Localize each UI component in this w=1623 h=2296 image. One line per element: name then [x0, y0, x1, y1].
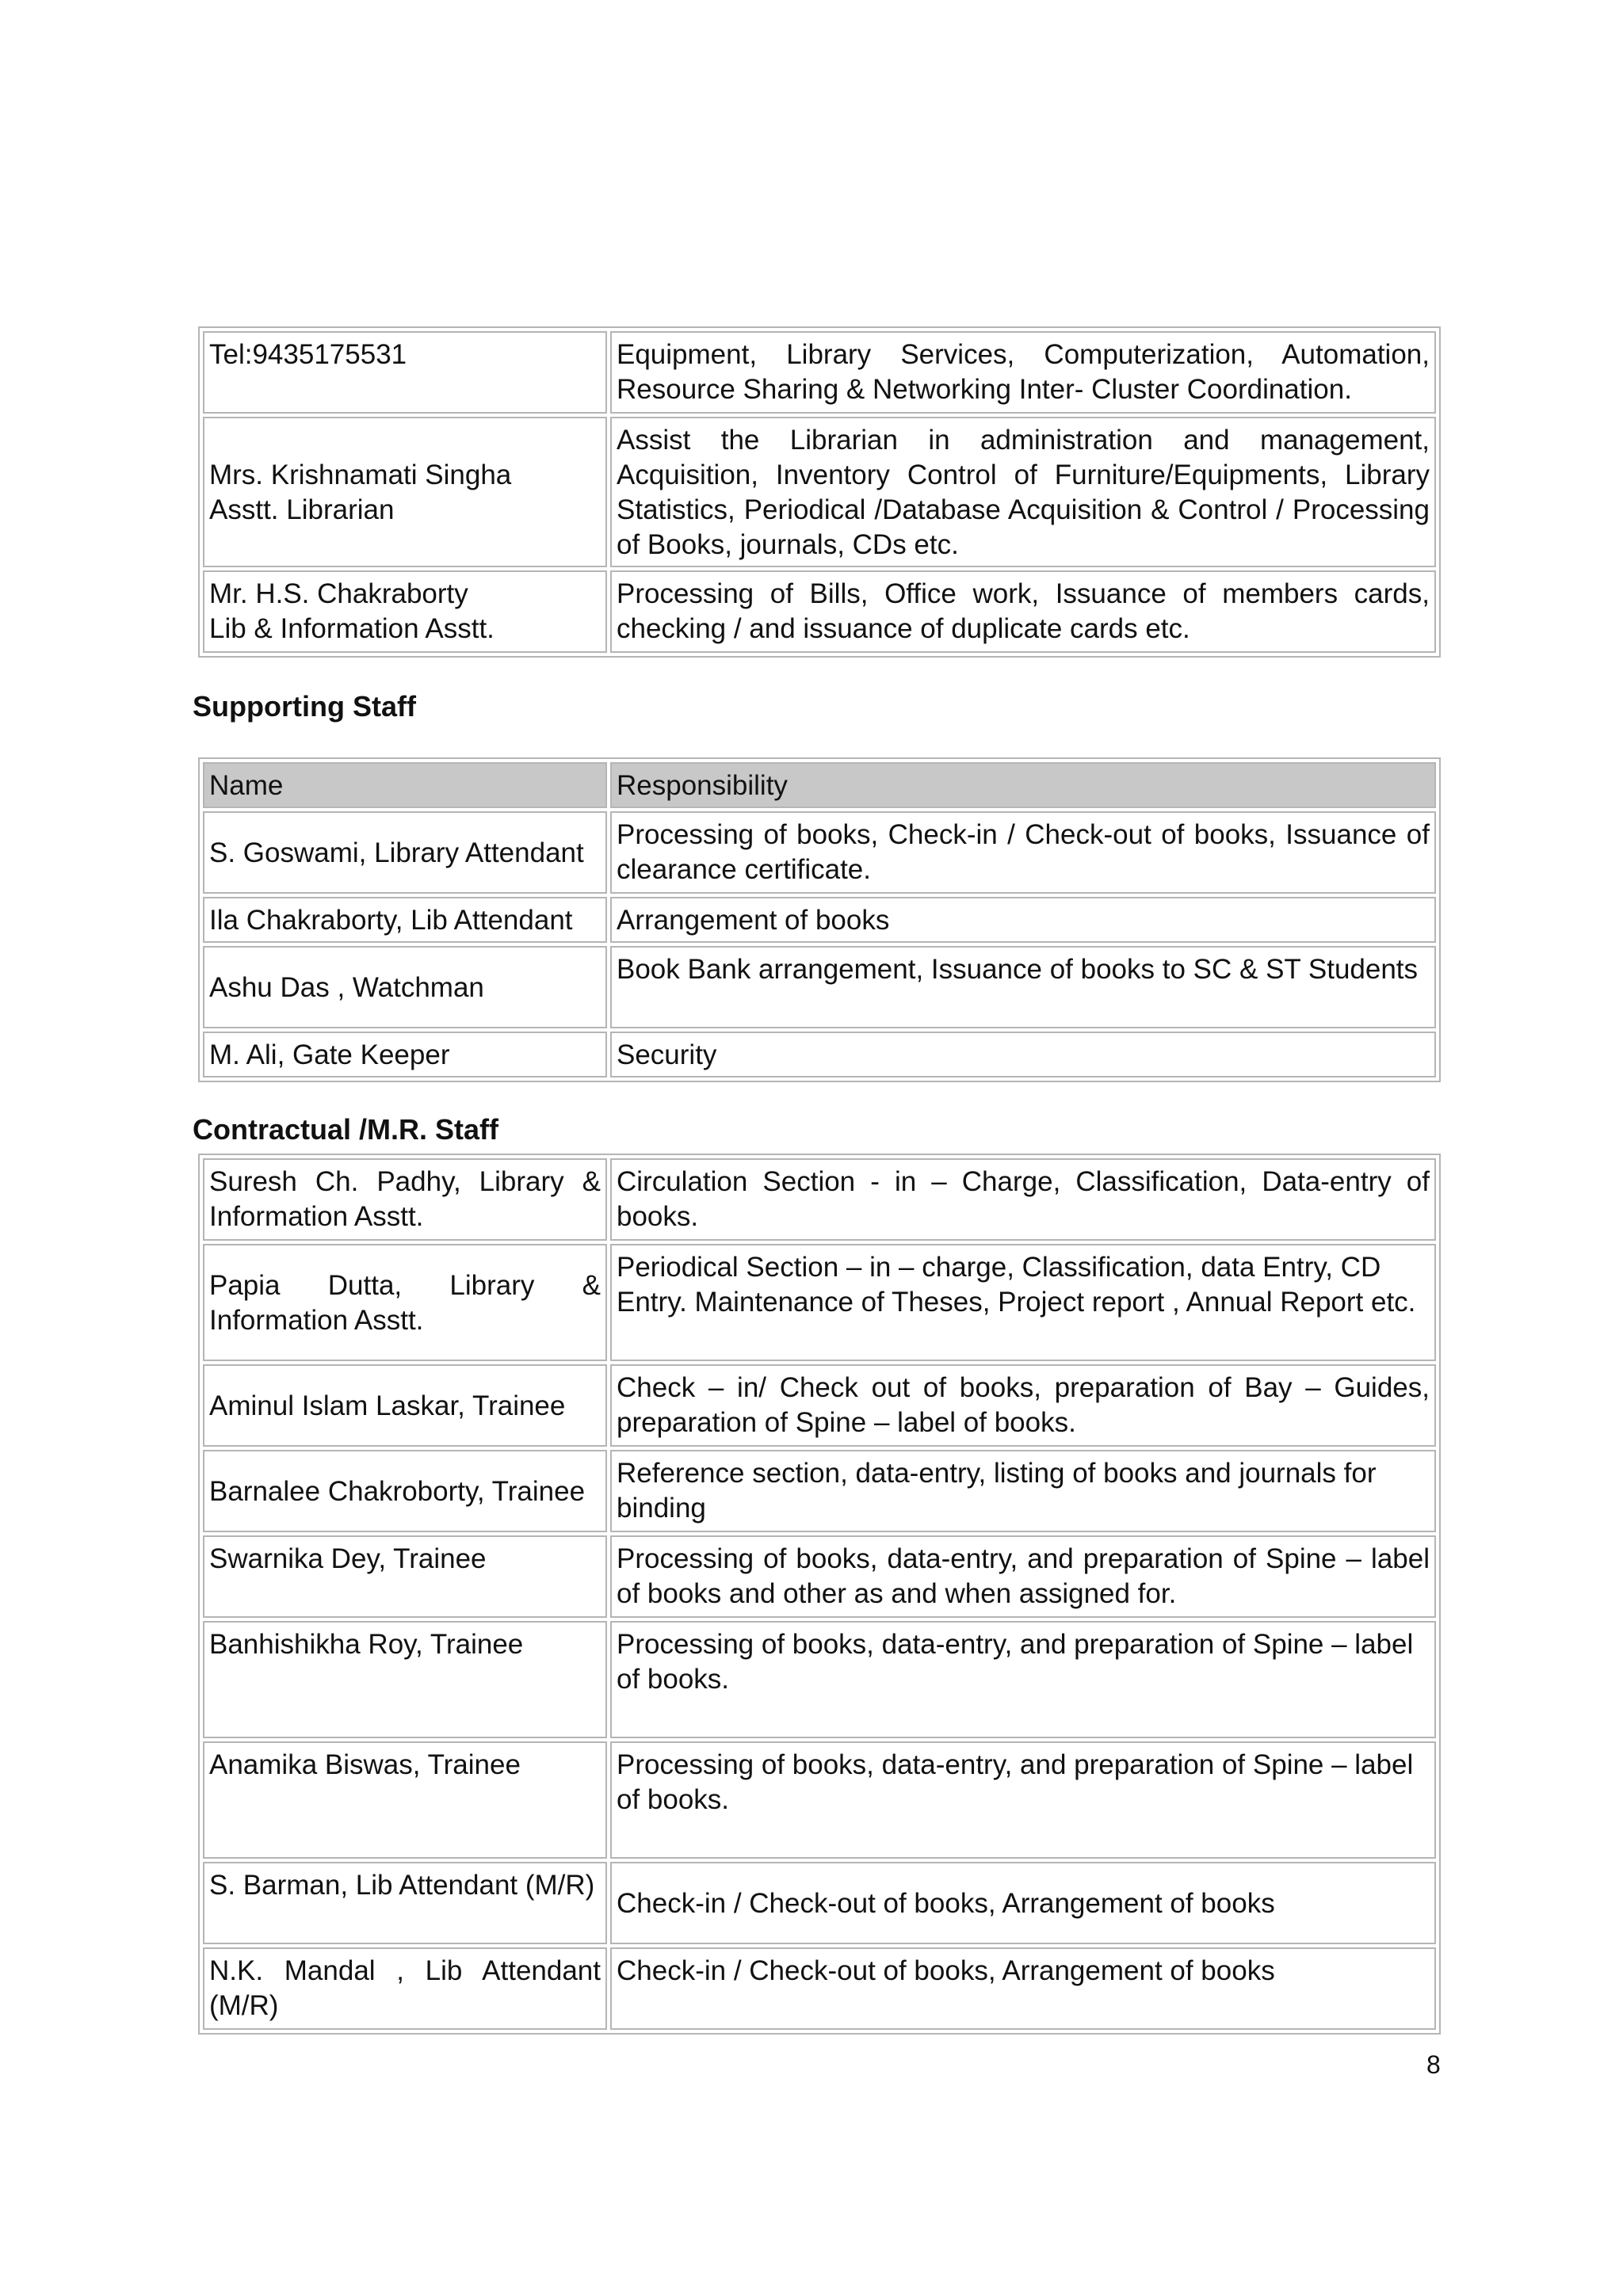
staff-designation-line: Asstt. Librarian: [209, 494, 395, 525]
staff-name-cell: S. Barman, Lib Attendant (M/R): [203, 1862, 607, 1944]
table-row: [203, 1450, 1436, 1532]
staff-responsibility-cell: Assist the Librarian in administration and management, Acquisition, Inventory Control of Furniture/Equipments, Library Statistics, Periodical /Database Acquisition & Control / Processing of Books, journals, CDs etc.: [610, 417, 1436, 567]
staff-name-cell: Ila Chakraborty, Lib Attendant: [203, 897, 607, 943]
table-row: [203, 1862, 1436, 1944]
staff-name-cell: Papia Dutta, Library & Information Asstt.: [203, 1244, 607, 1361]
staff-responsibility-cell: Circulation Section - in – Charge, Classification, Data-entry of books.: [610, 1158, 1436, 1241]
column-header-name: Name: [203, 762, 607, 808]
table-row: [203, 1741, 1436, 1859]
page-number: 8: [1426, 2050, 1441, 2079]
staff-responsibility-cell: Arrangement of books: [610, 897, 1436, 943]
staff-name-cell: [203, 570, 607, 653]
staff-designation-line: Lib & Information Asstt.: [209, 613, 495, 644]
staff-name-cell: Aminul Islam Laskar, Trainee: [203, 1364, 607, 1447]
staff-name-cell: Barnalee Chakroborty, Trainee: [203, 1450, 607, 1532]
staff-name-cell: [203, 417, 607, 567]
table-row: [203, 1535, 1436, 1618]
staff-responsibility-cell: Reference section, data-entry, listing of books and journals for binding: [610, 1450, 1436, 1532]
staff-name-cell: Anamika Biswas, Trainee: [203, 1741, 607, 1859]
table-row: [203, 897, 1436, 943]
supporting-staff-heading: Supporting Staff: [193, 690, 416, 723]
table-row: [203, 331, 1436, 414]
staff-name-cell: N.K. Mandal , Lib Attendant (M/R): [203, 1947, 607, 2030]
table-row: [203, 417, 1436, 567]
staff-responsibility-cell: Processing of Bills, Office work, Issuance of members cards, checking / and issuance of duplicate cards etc.: [610, 570, 1436, 653]
staff-name-line: Tel:9435175531: [209, 339, 407, 370]
table-row: [203, 946, 1436, 1028]
staff-name-cell: Ashu Das , Watchman: [203, 946, 607, 1028]
staff-name-line: Mr. H.S. Chakraborty: [209, 578, 468, 609]
library-staff-table: [198, 326, 1441, 658]
table-row: [203, 1032, 1436, 1077]
staff-name-cell: S. Goswami, Library Attendant: [203, 811, 607, 894]
table-row: [203, 1947, 1436, 2030]
staff-responsibility-cell: Processing of books, Check-in / Check-out of books, Issuance of clearance certificate.: [610, 811, 1436, 894]
staff-name-cell: Suresh Ch. Padhy, Library & Information Asstt.: [203, 1158, 607, 1241]
table-row: [203, 1158, 1436, 1241]
contractual-staff-heading: Contractual /M.R. Staff: [193, 1113, 499, 1146]
table-row: [203, 1621, 1436, 1738]
staff-responsibility-cell: Equipment, Library Services, Computerization, Automation, Resource Sharing & Networking Inter- Cluster Coordination.: [610, 331, 1436, 414]
staff-responsibility-cell: Book Bank arrangement, Issuance of books to SC & ST Students: [610, 946, 1436, 1028]
column-header-responsibility: Responsibility: [610, 762, 1436, 808]
table-header-row: [203, 762, 1436, 808]
table-row: [203, 811, 1436, 894]
staff-responsibility-cell: Processing of books, data-entry, and preparation of Spine – label of books.: [610, 1741, 1436, 1859]
table-row: [203, 1244, 1436, 1361]
staff-responsibility-cell: Check-in / Check-out of books, Arrangement of books: [610, 1862, 1436, 1944]
staff-responsibility-cell: Periodical Section – in – charge, Classification, data Entry, CD Entry. Maintenance of Theses, Project report , Annual Report etc.: [610, 1244, 1436, 1361]
staff-name-cell: M. Ali, Gate Keeper: [203, 1032, 607, 1077]
staff-name-line: Mrs. Krishnamati Singha: [209, 460, 512, 490]
staff-name-cell: Banhishikha Roy, Trainee: [203, 1621, 607, 1738]
staff-responsibility-cell: Check-in / Check-out of books, Arrangement of books: [610, 1947, 1436, 2030]
staff-responsibility-cell: Check – in/ Check out of books, preparation of Bay – Guides, preparation of Spine – label of books.: [610, 1364, 1436, 1447]
staff-responsibility-cell: Processing of books, data-entry, and preparation of Spine – label of books and other as and when assigned for.: [610, 1535, 1436, 1618]
staff-name-cell: Swarnika Dey, Trainee: [203, 1535, 607, 1618]
table-row: [203, 570, 1436, 653]
contractual-staff-table: [198, 1154, 1441, 2035]
supporting-staff-table: [198, 757, 1441, 1082]
staff-responsibility-cell: Security: [610, 1032, 1436, 1077]
staff-name-cell: [203, 331, 607, 414]
table-row: [203, 1364, 1436, 1447]
staff-responsibility-cell: Processing of books, data-entry, and preparation of Spine – label of books.: [610, 1621, 1436, 1738]
